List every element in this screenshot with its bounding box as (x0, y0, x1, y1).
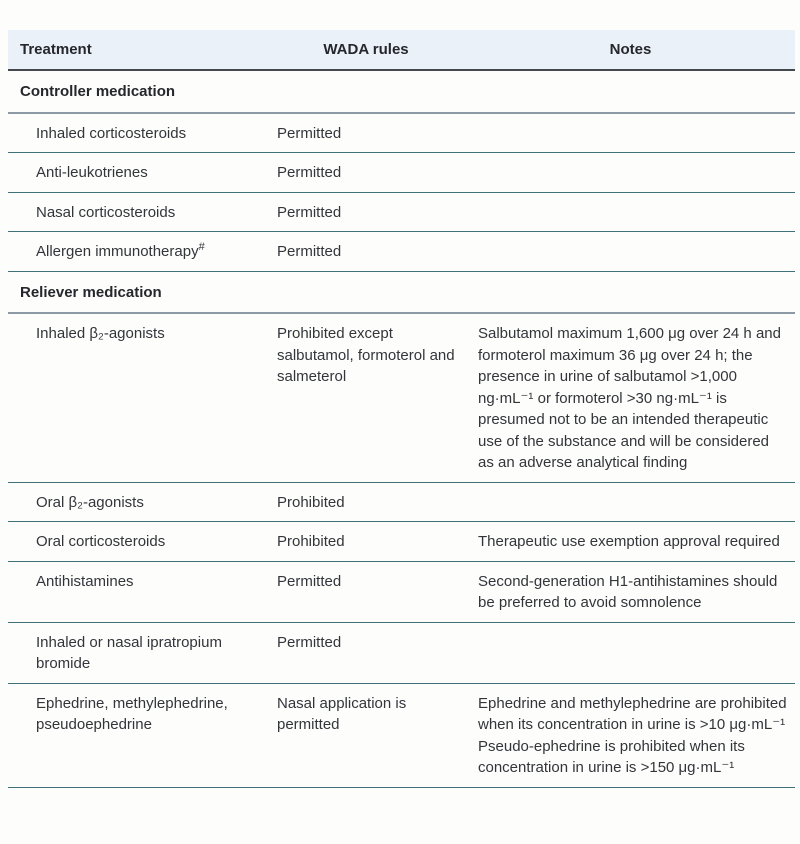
table-row (8, 314, 795, 483)
section-header-row: Controller medication (8, 71, 795, 114)
column-header-notes: Notes (609, 40, 652, 58)
notes-cell (466, 323, 795, 474)
treatment-label: Ephedrine, methylephedrine, pseudoephedrine (36, 694, 228, 733)
table-row (8, 684, 795, 788)
treatment-label: Oral β₂-agonists (36, 493, 144, 511)
note-paragraph: Pseudo-ephedrine is prohibited when its concentration in urine is >150 μg·mL⁻¹ (478, 737, 745, 776)
treatment-label: Oral corticosteroids (36, 533, 166, 550)
table-row (8, 483, 795, 523)
treatment-cell (8, 323, 266, 474)
notes-cell (466, 531, 795, 553)
treatment-label: Inhaled corticosteroids (36, 124, 187, 142)
wada-rules-cell: Permitted (277, 124, 342, 142)
table-row (8, 193, 795, 233)
notes-cell (466, 202, 795, 224)
treatment-label: Inhaled β₂-agonists (36, 325, 165, 342)
table-body (8, 71, 795, 788)
table-row (8, 114, 795, 154)
notes-cell (466, 241, 795, 263)
wada-treatment-table (8, 30, 795, 788)
note-paragraph: Second-generation H1-antihistamines should be preferred to avoid somnolence (478, 572, 778, 611)
treatment-label: Allergen immunotherapy (36, 243, 199, 260)
notes-cell (466, 632, 795, 675)
treatment-cell (8, 162, 266, 184)
treatment-cell (8, 571, 266, 614)
table-row (8, 232, 795, 272)
wada-rules-cell: Prohibited (277, 533, 345, 550)
section-header-row: Reliever medication (8, 272, 795, 315)
notes-cell (466, 492, 795, 514)
column-header-treatment: Treatment (20, 40, 92, 58)
wada-rules-cell: Permitted (277, 633, 342, 651)
wada-rules-cell: Permitted (277, 243, 342, 260)
treatment-cell (8, 531, 266, 553)
wada-rules-cell: Permitted (277, 164, 342, 181)
treatment-label: Inhaled or nasal ipratropium bromide (36, 633, 222, 672)
treatment-cell (8, 241, 266, 263)
wada-rules-cell: Prohibited (277, 493, 345, 511)
treatment-cell (8, 492, 266, 514)
footnote-marker: # (198, 241, 205, 253)
treatment-label: Anti-leukotrienes (36, 164, 148, 181)
treatment-cell (8, 632, 266, 675)
treatment-cell (8, 123, 266, 145)
table-row (8, 153, 795, 193)
notes-cell (466, 123, 795, 145)
wada-rules-cell: Permitted (277, 572, 342, 590)
notes-cell (466, 162, 795, 184)
wada-rules-cell: Permitted (277, 203, 342, 221)
treatment-label: Antihistamines (36, 572, 134, 590)
treatment-cell (8, 202, 266, 224)
table-row (8, 562, 795, 623)
notes-cell (466, 571, 795, 614)
column-header-wada-rules: WADA rules (323, 40, 409, 58)
wada-rules-cell: Nasal application is permitted (277, 694, 407, 733)
treatment-label: Nasal corticosteroids (36, 203, 176, 221)
notes-cell (466, 693, 795, 779)
note-paragraph: Therapeutic use exemption approval required (478, 533, 780, 550)
table-header-row (8, 30, 795, 71)
table-row (8, 623, 795, 684)
wada-rules-cell: Prohibited except salbutamol, formoterol and salmeterol (277, 325, 455, 385)
note-paragraph: Ephedrine and methylephedrine are prohibited when its concentration in urine is >10 μg·mL⁻¹ (478, 694, 787, 733)
treatment-cell (8, 693, 266, 779)
table-row (8, 522, 795, 562)
note-paragraph: Salbutamol maximum 1,600 μg over 24 h and formoterol maximum 36 μg over 24 h; the presence in urine of salbutamol >1,000 ng·mL⁻¹ or formoterol >30 ng·mL⁻¹ is presumed not to be an intended therapeutic use of the substance and will be considered as an adverse analytical finding (478, 325, 781, 471)
